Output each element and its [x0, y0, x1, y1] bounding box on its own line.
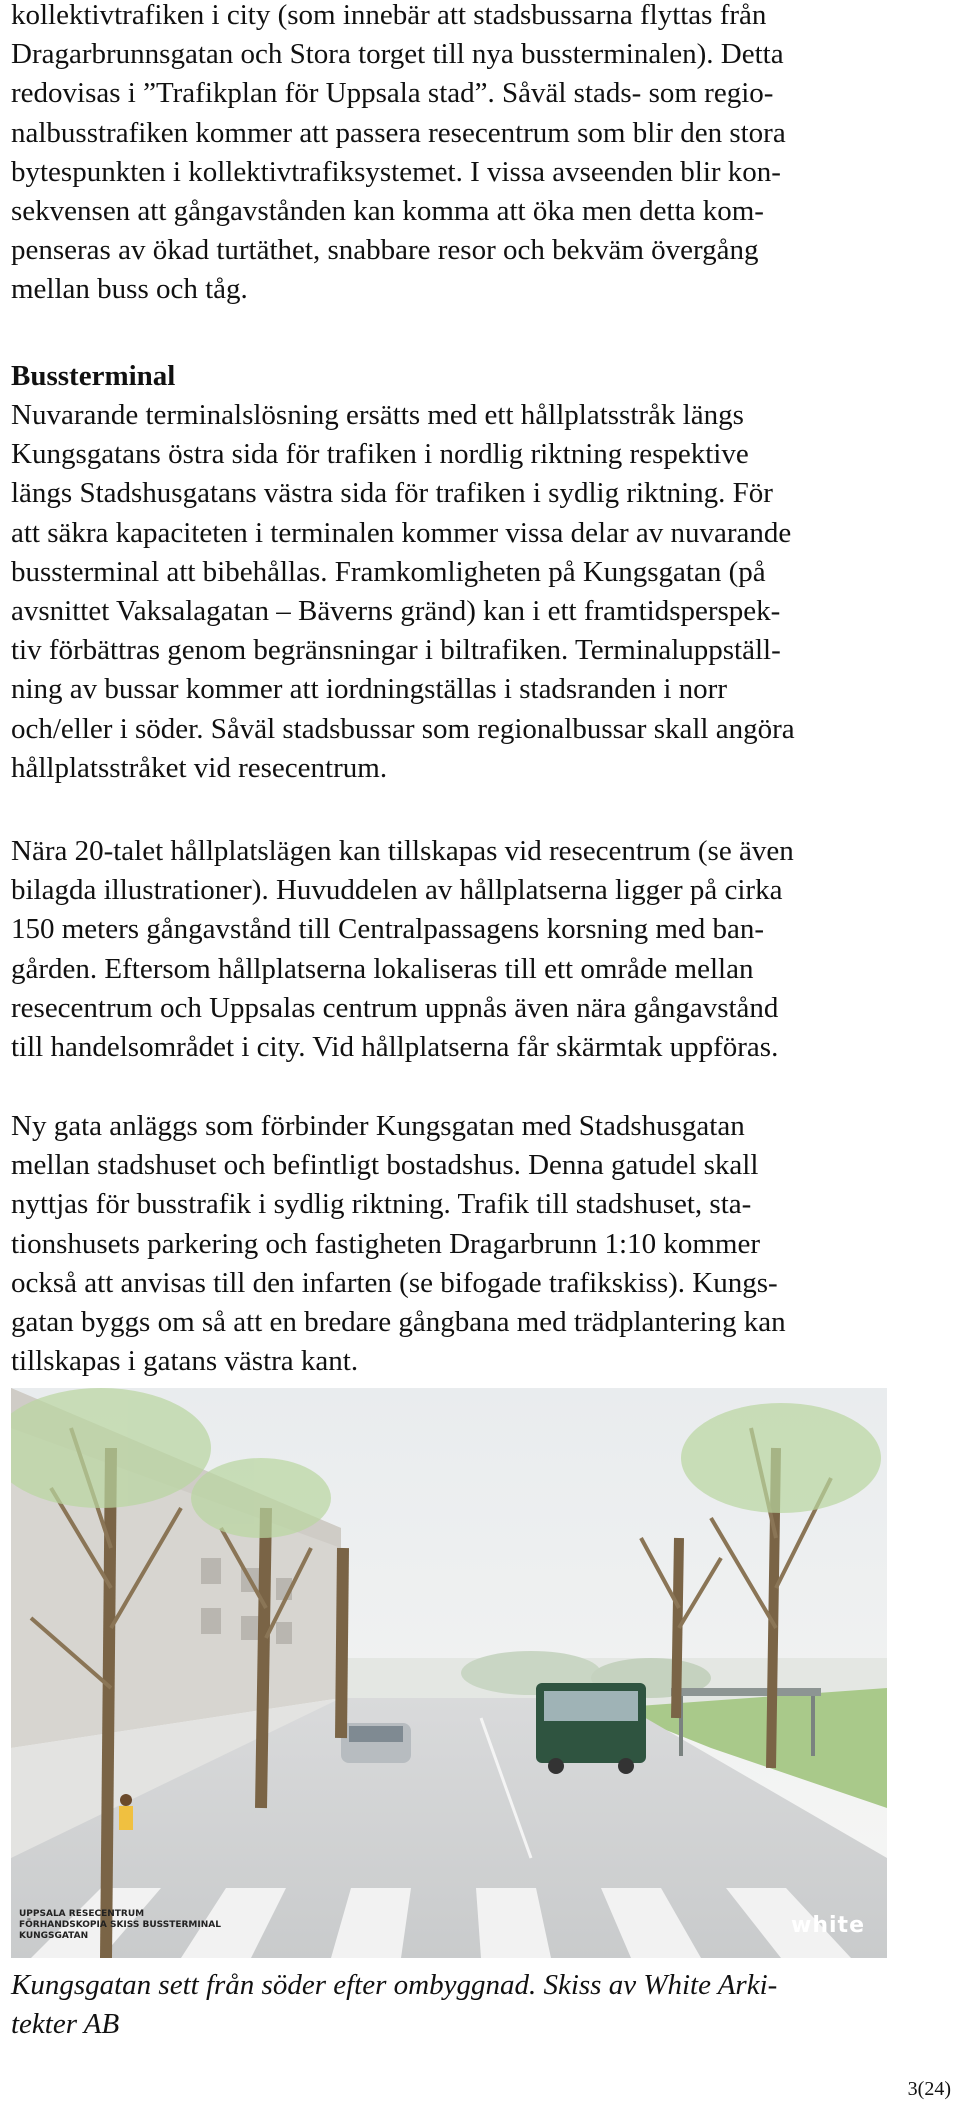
white-logo: white: [791, 1913, 865, 1938]
text-line: bussterminal att bibehållas. Framkomligheten på Kungsgatan (på: [11, 555, 766, 588]
sketch-subtitle: FÖRHANDSKOPIA SKISS BUSSTERMINAL KUNGSGATAN: [19, 1920, 221, 1941]
caption-line: Kungsgatan sett från söder efter ombyggnad. Skiss av White Arki-: [11, 1969, 778, 2001]
text-line: sekvensen att gångavstånden kan komma att öka men detta kom-: [11, 195, 764, 228]
text-line: också att anvisas till den infarten (se bifogade trafikskiss). Kungs-: [11, 1266, 778, 1299]
text-line: att säkra kapaciteten i terminalen kommer vissa delar av nuvarande: [11, 516, 792, 549]
paragraph-bussterminal: [11, 396, 951, 788]
text-line: tillskapas i gatans västra kant.: [11, 1345, 359, 1378]
text-line: nalbusstrafiken kommer att passera resecentrum som blir den stora: [11, 116, 786, 149]
text-line: resecentrum och Uppsalas centrum uppnås även nära gångavstånd: [11, 991, 779, 1024]
text-line: redovisas i ”Trafikplan för Uppsala stad”. Såväl stads- som regio-: [11, 77, 774, 110]
text-line: tiv förbättras genom begränsningar i biltrafiken. Terminaluppställ-: [11, 634, 781, 667]
text-line: Nuvarande terminalslösning ersätts med ett hållplatsstråk längs: [11, 399, 744, 431]
text-line: bilagda illustrationer). Huvuddelen av hållplatserna ligger på cirka: [11, 874, 783, 907]
paragraph-intro: [11, 0, 951, 310]
text-line: avsnittet Vaksalagatan – Bäverns gränd) kan i ett framtidsperspek-: [11, 595, 781, 628]
text-line: Nära 20-talet hållplatslägen kan tillskapas vid resecentrum (se även: [11, 835, 794, 867]
text-line: hållplatsstråket vid resecentrum.: [11, 751, 388, 784]
sketch-title-block: [19, 1909, 279, 1942]
street-illustration: [11, 1388, 887, 1958]
text-line: till handelsområdet i city. Vid hållplatserna får skärmtak uppföras.: [11, 1031, 779, 1064]
paragraph-hallplatser: [11, 832, 951, 1067]
paragraph-ny-gata: [11, 1107, 951, 1381]
text-line: Dragarbrunnsgatan och Stora torget till nya bussterminalen). Detta: [11, 38, 784, 71]
figure-caption: [11, 1966, 951, 2044]
text-line: mellan buss och tåg.: [11, 273, 248, 306]
street-sketch-drawing: [11, 1388, 887, 1958]
section-heading: Bussterminal: [11, 360, 176, 392]
text-line: längs Stadshusgatans västra sida för trafiken i sydlig riktning. För: [11, 477, 773, 510]
caption-line: tekter AB: [11, 2008, 120, 2040]
text-line: nyttjas för busstrafik i sydlig riktning. Trafik till stadshuset, sta-: [11, 1188, 752, 1221]
text-line: ning av bussar kommer att iordningställas i stadsranden i norr: [11, 673, 727, 706]
text-line: gatan byggs om så att en bredare gångbana med trädplantering kan: [11, 1306, 786, 1339]
text-line: penseras av ökad turtäthet, snabbare resor och bekväm övergång: [11, 234, 759, 267]
sketch-title: UPPSALA RESECENTRUM: [19, 1909, 145, 1919]
text-line: mellan stadshuset och befintligt bostadshus. Denna gatudel skall: [11, 1149, 759, 1182]
text-line: kollektivtrafiken i city (som innebär att stadsbussarna flyttas från: [11, 0, 767, 31]
text-line: gården. Eftersom hållplatserna lokaliseras till ett område mellan: [11, 952, 754, 985]
text-line: 150 meters gångavstånd till Centralpassagens korsning med ban-: [11, 913, 765, 946]
text-line: bytespunkten i kollektivtrafiksystemet. I vissa avseenden blir kon-: [11, 155, 781, 188]
text-line: och/eller i söder. Såväl stadsbussar som regionalbussar skall angöra: [11, 712, 795, 745]
text-line: Ny gata anläggs som förbinder Kungsgatan med Stadshusgatan: [11, 1110, 745, 1142]
text-line: tionshusets parkering och fastigheten Dragarbrunn 1:10 kommer: [11, 1227, 760, 1260]
text-line: Kungsgatans östra sida för trafiken i nordlig riktning respektive: [11, 438, 749, 471]
page-number: 3(24): [907, 2078, 951, 2100]
